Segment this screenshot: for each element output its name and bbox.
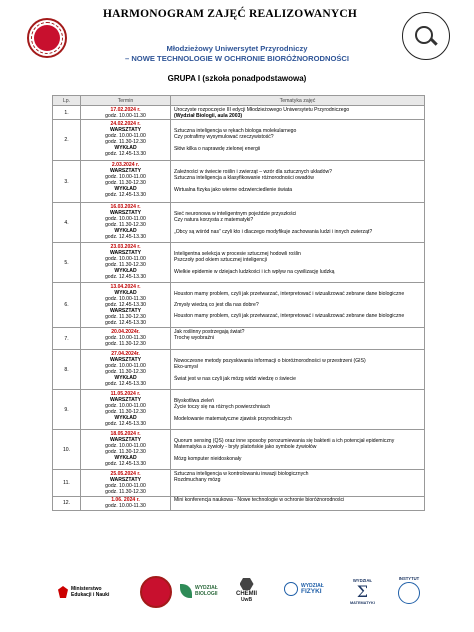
session-time: godz. 10.00-11.30 [105,503,146,510]
table-row [53,390,425,430]
session-date: 23.03.2024 r. [110,243,141,250]
schedule-table [52,95,425,511]
atom-icon [284,582,298,596]
session-time: WYKŁAD [114,455,137,462]
page-title: HARMONOGRAM ZAJĘĆ REALIZOWANYCH [102,8,358,20]
session-time: godz. 12.45-13.30 [104,301,147,308]
table-row [53,283,425,328]
topic-line: Mózg komputer nieidoskonały [174,455,242,462]
row-term [81,328,171,350]
session-time: WYKŁAD [114,186,137,193]
row-number: 12. [53,496,81,510]
university-logo-footer [140,576,172,608]
topic-line: Słów kilka o naprawdę zielonej energii [174,145,261,152]
row-topics [171,470,425,496]
ministry-line1: Ministerstwo [71,586,102,592]
group-heading: GRUPA I (szkoła ponadpodstawowa) [167,74,307,83]
topic-line: Czy potrafimy wysymulować rzeczywistość? [174,133,274,140]
topic-line: Eko-umysł [174,363,198,370]
topic-line: Sztuczna inteligencja w kontrolowaniu inwazji biologicznych [174,470,309,477]
institute-logo [398,576,420,604]
session-date: 13.04.2024 r. [110,283,141,290]
row-topics [171,203,425,243]
session-time: WARSZTATY [110,249,141,256]
program-name: Młodzieżowy Uniwersytet Przyrodniczy [166,44,308,53]
col-lp: Lp. [53,96,81,106]
row-topics [171,161,425,203]
row-number: 3. [53,161,81,203]
table-row [53,328,425,350]
session-time: godz. 12.45-13.30 [104,381,147,388]
session-time: godz. 12.45-13.30 [104,421,147,428]
topic-line: Błyskotliwa zieleń [174,397,214,404]
math-label: WYDZIAŁ [352,578,372,583]
table-row [53,120,425,161]
row-term [81,243,171,283]
math-logo [350,578,375,606]
institute-emblem-icon [398,582,420,604]
biology-name: BIOLOGII [195,591,218,597]
session-time: godz. 10.00-11.00 [105,362,146,369]
topic-line: Modelowanie matematyczne zjawisk przyrodniczych [174,415,292,422]
topic-line: Nowoczesne metody pozyskiwania informacji o bioróżnorodności w przestrzeni (GIS) [174,357,366,364]
row-term [81,470,171,496]
session-time: godz. 10.00-11.00 [105,442,146,449]
sigma-icon: Σ [356,582,369,601]
row-term [81,496,171,510]
row-number: 9. [53,390,81,430]
session-time: godz. 12.45-13.30 [104,151,147,158]
footer-logos [0,568,474,624]
row-topics [171,496,425,510]
row-term [81,390,171,430]
topic-line: Houston mamy problem, czyli jak przetwarzać, interpretować i wizualizować zebrane dane biologiczne [174,290,405,297]
session-time: WARSZTATY [110,396,141,403]
session-date: 2.03.2024 r. [111,161,140,168]
seal-emblem [34,25,60,51]
topic-line: Mini konferencja naukowa - Nowe technologie w ochronie bioróżnorodności [174,497,345,504]
biology-label: WYDZIAŁ [195,585,218,591]
row-number: 10. [53,430,81,470]
physics-name: FIZYKI [301,588,322,595]
session-date: 18.05.2024 r. [110,430,141,437]
table-row [53,430,425,470]
row-number: 11. [53,470,81,496]
table-row [53,243,425,283]
inst-label: INSTYTUT [398,576,420,581]
row-term [81,203,171,243]
col-tematyka: Tematyka zajęć [171,96,425,106]
university-seal-left [27,18,67,58]
row-number: 4. [53,203,81,243]
topic-line: Sieć neuronowa w inteligentnym pojeździe przyszłości [174,210,297,217]
table-row [53,496,425,510]
topic-line: Rozdmuchany mózg [174,476,221,483]
chem-name: CHEMII [236,591,257,597]
session-date: 25.05.2024 r. [110,470,141,477]
university-seal-icon [140,576,172,608]
topic-line: Uroczyste rozpoczęcie III edycji Młodzieżowego Uniwersytetu Przyrodniczego [174,106,350,113]
row-topics [171,430,425,470]
row-term [81,120,171,161]
row-topics [171,390,425,430]
session-time: WYKŁAD [114,415,137,422]
session-time: godz. 12.45-13.30 [104,461,147,468]
session-time: WYKŁAD [114,268,137,275]
session-time: godz. 11.30-12.30 [105,314,146,321]
session-date: 16.03.2024 r. [110,203,141,210]
eagle-icon [58,586,68,598]
session-date: 1.06. 2024 r. [111,497,140,504]
topic-line: Houston mamy problem, czyli jak przetwarzać, interpretować i wizualizować zebrane dane biologiczne [174,312,405,319]
session-time: godz. 11.30-12.30 [105,340,146,347]
session-date: 11.05.2024 r. [110,390,141,397]
row-number: 6. [53,283,81,328]
table-row [53,161,425,203]
topic-line: Wirtualna fizyka jako wierne odzwierciedlenie świata [174,186,293,193]
topic-line: Sztuczna inteligencja a klasyfikowanie różnorodności owadów [174,174,314,181]
session-time: godz. 12.45-13.30 [104,234,147,241]
ministry-logo [58,586,109,598]
hexagon-icon [240,578,254,590]
session-time: WYKŁAD [114,375,137,382]
session-time: godz. 10.00-11.00 [105,173,146,180]
session-date: 24.02.2024 r. [110,120,141,127]
leaf-icon [180,584,192,598]
session-time: godz. 11.30-12.30 [105,261,146,268]
topic-line: Trochę wyobraźni [174,334,215,341]
session-time: WARSZTATY [110,436,141,443]
row-topics [171,120,425,161]
math-name: MATEMATYKI [350,601,375,605]
topic-line: Quorum sensing (QS) oraz inne sposoby porozumiewania się bakterii a ich potencjał epidemiczny [174,437,395,444]
session-time: WARSZTATY [110,167,141,174]
session-time: godz. 11.30-12.30 [105,138,146,145]
row-number: 2. [53,120,81,161]
session-time: godz. 10.00-11.00 [105,132,146,139]
physics-logo [284,582,324,596]
session-time: godz. 11.30-12.30 [105,448,146,455]
topic-line: (Wydział Biologii, aula 2003) [174,112,243,119]
row-term [81,430,171,470]
table-header-row [53,96,425,106]
topic-line: Inteligentna selekcja w procesie sztucznej hodowli roślin [174,250,301,257]
session-time: WARSZTATY [110,308,141,315]
magnifier-handle [429,37,437,45]
table-row [53,203,425,243]
session-time: godz. 12.45-13.30 [104,274,147,281]
row-term [81,350,171,390]
session-time: WYKŁAD [114,145,137,152]
row-number: 1. [53,106,81,120]
row-topics [171,283,425,328]
topic-line: Jak roślinny postrzegają świat? [174,328,245,335]
topic-line: Pszczoły pod okiem sztucznej inteligencji [174,256,267,263]
col-termin: Termin [81,96,171,106]
ministry-line2: Edukacji i Nauki [71,592,110,598]
session-time: WARSZTATY [110,476,141,483]
row-number: 7. [53,328,81,350]
row-topics [171,350,425,390]
session-date: 27.04.2024r. [111,350,140,357]
topic-line: Sztuczna inteligencja w rękach biologa molekularnego [174,127,297,134]
session-time: godz. 10.00-11.30 [105,334,146,341]
session-time: godz. 11.30-12.30 [105,179,146,186]
row-term [81,161,171,203]
row-term [81,283,171,328]
row-topics [171,106,425,120]
topic-line: Czy natura korzysta z matematyki? [174,216,254,223]
topic-line: Świat jest w nas czyli jak mózg widzi wiedzę o świecie [174,375,297,382]
topic-line: „Obcy są wśród nas” czyli kto i dlaczego modyfikuje zachowania ludzi i innych zwierząt? [174,228,373,235]
session-time: godz. 11.30-12.30 [105,488,146,495]
session-time: godz. 12.45-13.30 [104,192,147,199]
session-time: WARSZTATY [110,126,141,133]
session-time: godz. 11.30-12.30 [105,408,146,415]
table-row [53,350,425,390]
topic-line: Matematyka a żywioły - bryły platońskie jako symbole żywiołów [174,443,317,450]
session-time: godz. 10.00-11.00 [105,255,146,262]
topic-line: Życie toczy się na różnych powierzchniach [174,403,271,410]
session-time: godz. 10.00-11.00 [105,215,146,222]
session-time: godz. 10.00-11.30 [105,295,146,302]
table-row [53,470,425,496]
session-time: WYKŁAD [114,289,137,296]
chemistry-logo [236,578,257,603]
session-time: WYKŁAD [114,228,137,235]
row-term [81,106,171,120]
chem-sub: UwB [240,597,253,603]
session-time: godz. 10.00-11.00 [105,482,146,489]
session-time: godz. 10.00-11.00 [105,402,146,409]
row-number: 5. [53,243,81,283]
session-time: godz. 11.30-12.30 [105,368,146,375]
physics-label: WYDZIAŁ [301,583,324,589]
topic-line: Zmysły wiedzą co jest dla nas dobre? [174,301,259,308]
program-theme: – NOWE TECHNOLOGIE W OCHRONIE BIORÓŻNORODNOŚCI [124,54,350,63]
session-time: godz. 11.30-12.30 [105,221,146,228]
session-time: godz. 10.00-11.30 [105,112,146,119]
row-topics [171,328,425,350]
session-date: 20.04.2024r. [111,328,140,335]
session-date: 17.02.2024 r. [110,106,141,113]
biology-logo [180,584,218,598]
table-row [53,106,425,120]
session-time: WARSZTATY [110,209,141,216]
program-logo-right [402,12,450,60]
session-time: godz. 12.45-13.30 [104,320,147,327]
row-number: 8. [53,350,81,390]
topic-line: Zależności w świecie roślin i zwierząt – wzór dla sztucznych układów? [174,168,332,175]
row-topics [171,243,425,283]
session-time: WARSZTATY [110,356,141,363]
topic-line: Wielkie epidemie w dziejach ludzkości i ich wpływ na cywilizację ludzką [174,268,335,275]
